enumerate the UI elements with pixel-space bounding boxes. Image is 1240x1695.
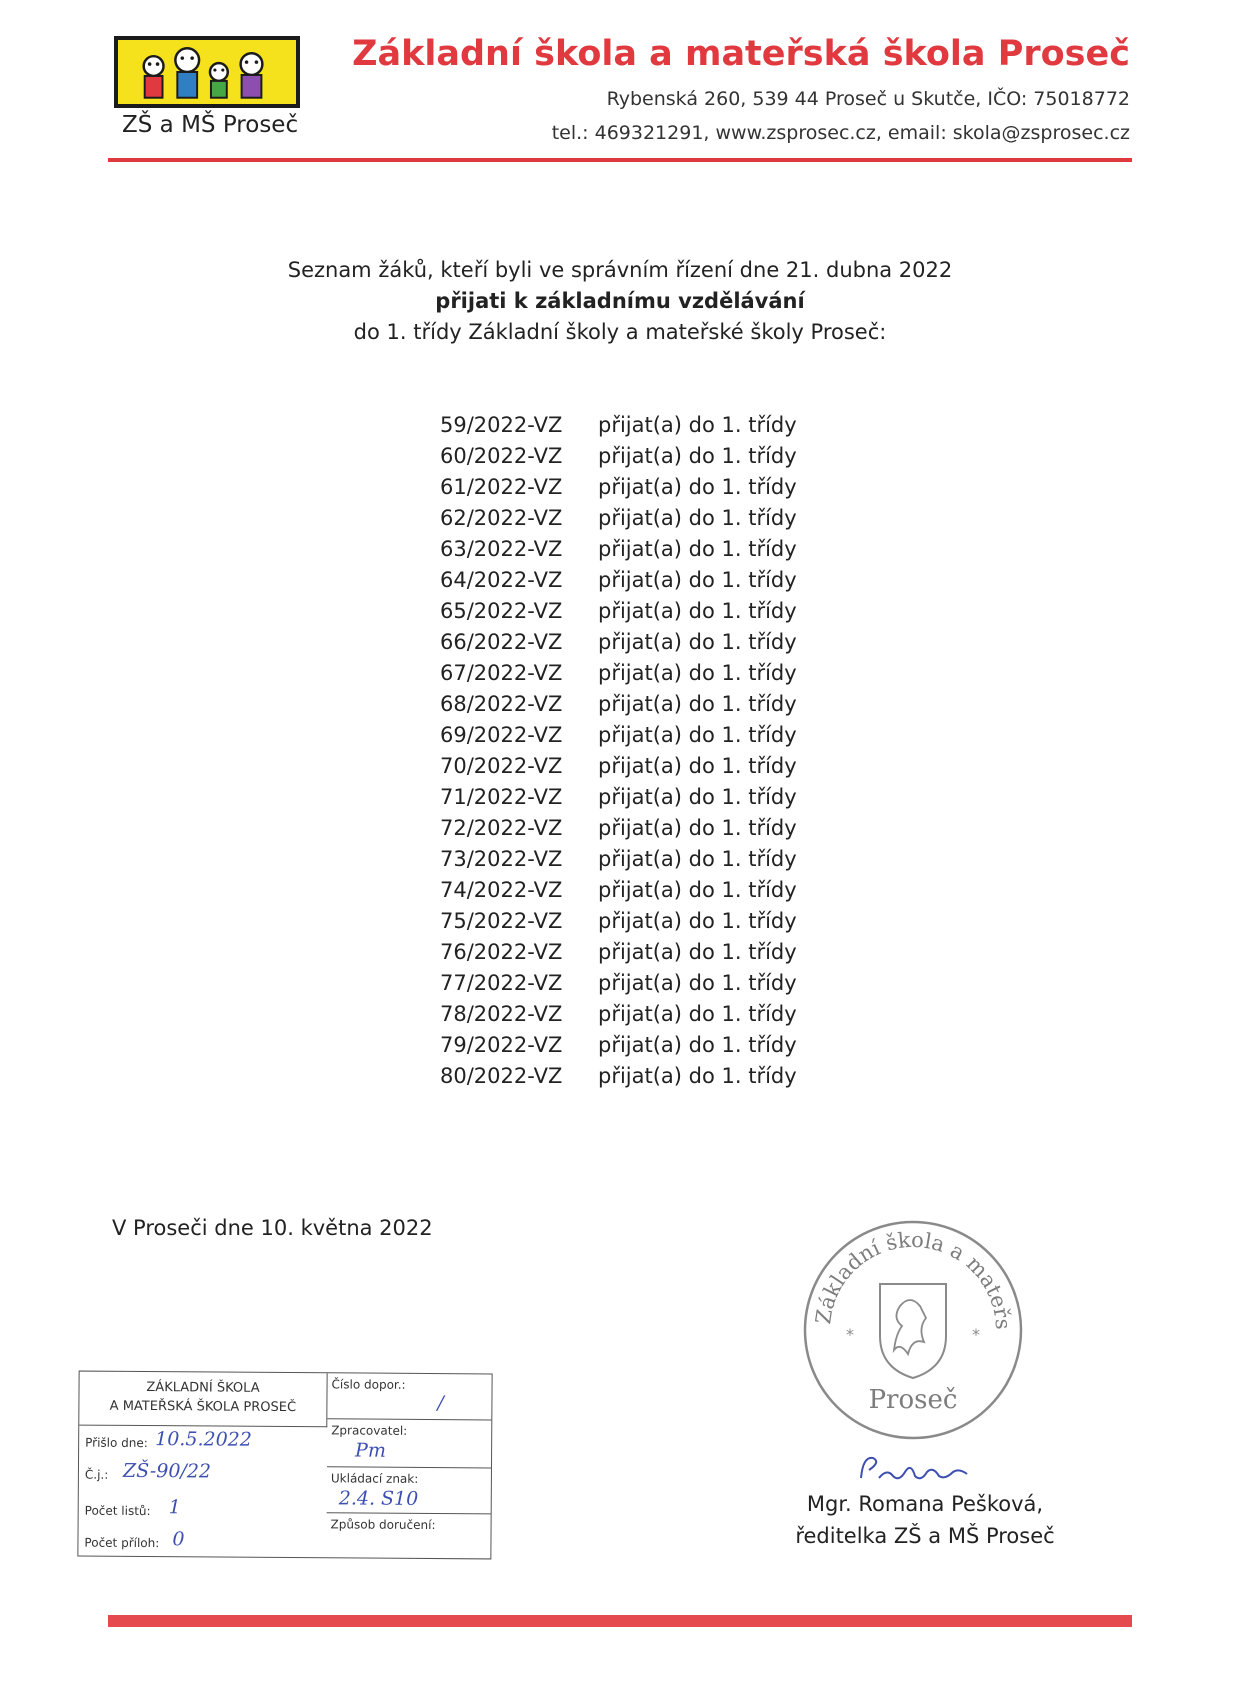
student-row	[440, 875, 860, 906]
student-status: přijat(a) do 1. třídy	[598, 754, 797, 778]
student-status: přijat(a) do 1. třídy	[598, 1002, 797, 1026]
student-code: 63/2022-VZ	[440, 537, 563, 561]
student-code: 64/2022-VZ	[440, 568, 563, 592]
sheets-label: Počet listů:	[84, 1503, 151, 1519]
registry-header-line-1: ZÁKLADNÍ ŠKOLA	[146, 1380, 260, 1396]
delivery-cell	[326, 1513, 490, 1558]
student-code: 68/2022-VZ	[440, 692, 563, 716]
student-status: přijat(a) do 1. třídy	[598, 816, 797, 840]
student-code: 60/2022-VZ	[440, 444, 563, 468]
student-row	[440, 782, 860, 813]
student-code: 72/2022-VZ	[440, 816, 563, 840]
registry-header-line-2: A MATEŘSKÁ ŠKOLA PROSEČ	[109, 1398, 297, 1416]
filing-cell	[327, 1467, 491, 1514]
student-code: 59/2022-VZ	[440, 413, 563, 437]
student-row	[440, 534, 860, 565]
student-row	[440, 968, 860, 999]
student-list	[440, 410, 860, 1092]
student-code: 66/2022-VZ	[440, 630, 563, 654]
ref-label: Č.j.:	[84, 1467, 109, 1482]
student-status: přijat(a) do 1. třídy	[598, 1064, 797, 1088]
student-row	[440, 503, 860, 534]
student-row	[440, 596, 860, 627]
registry-header	[79, 1372, 327, 1428]
signer-role: ředitelka ZŠ a MŠ Proseč	[795, 1524, 1055, 1548]
doc-no-value: /	[437, 1392, 444, 1415]
svg-text:Proseč: Proseč	[868, 1385, 958, 1415]
student-status: přijat(a) do 1. třídy	[598, 599, 797, 623]
student-row	[440, 565, 860, 596]
filing-label: Ukládací znak:	[330, 1471, 419, 1486]
student-code: 65/2022-VZ	[440, 599, 563, 623]
student-status: přijat(a) do 1. třídy	[598, 909, 797, 933]
svg-text:*: *	[846, 1325, 854, 1344]
received-value: 10.5.2022	[155, 1428, 252, 1451]
student-status: přijat(a) do 1. třídy	[598, 475, 797, 499]
student-code: 61/2022-VZ	[440, 475, 563, 499]
school-logo	[114, 36, 300, 108]
student-code: 73/2022-VZ	[440, 847, 563, 871]
student-row	[440, 689, 860, 720]
attachments-label: Počet příloh:	[84, 1535, 160, 1551]
student-row	[440, 1061, 860, 1092]
student-row	[440, 720, 860, 751]
student-status: přijat(a) do 1. třídy	[598, 506, 797, 530]
student-code: 70/2022-VZ	[440, 754, 563, 778]
student-code: 76/2022-VZ	[440, 940, 563, 964]
student-status: přijat(a) do 1. třídy	[598, 971, 797, 995]
processor-value: Pm	[355, 1439, 386, 1462]
student-code: 74/2022-VZ	[440, 878, 563, 902]
attachments-value: 0	[172, 1528, 185, 1551]
student-code: 80/2022-VZ	[440, 1064, 563, 1088]
student-code: 69/2022-VZ	[440, 723, 563, 747]
school-name: Základní škola a mateřská škola Proseč	[352, 34, 1130, 74]
logo-label: ZŠ a MŠ Proseč	[122, 112, 299, 138]
student-status: přijat(a) do 1. třídy	[598, 413, 797, 437]
registry-right-column	[326, 1373, 491, 1558]
svg-text:Základní škola a mateřská škol: Základní škola a mateřs	[811, 1227, 1016, 1331]
student-row	[440, 1030, 860, 1061]
student-row	[440, 472, 860, 503]
student-row	[440, 441, 860, 472]
student-row	[440, 813, 860, 844]
processor-label: Zpracovatel:	[331, 1423, 408, 1438]
svg-text:*: *	[972, 1325, 980, 1344]
student-row	[440, 906, 860, 937]
place-date: V Proseči dne 10. května 2022	[112, 1216, 433, 1240]
student-row	[440, 937, 860, 968]
student-row	[440, 410, 860, 441]
doc-no-label: Číslo dopor.:	[331, 1377, 406, 1392]
student-status: přijat(a) do 1. třídy	[598, 630, 797, 654]
student-status: přijat(a) do 1. třídy	[598, 692, 797, 716]
student-status: přijat(a) do 1. třídy	[598, 568, 797, 592]
official-stamp	[800, 1218, 1026, 1442]
doc-no-cell	[327, 1373, 491, 1420]
student-status: přijat(a) do 1. třídy	[598, 723, 797, 747]
intro-line-3: do 1. třídy Základní školy a mateřské školy Proseč:	[353, 320, 887, 344]
intro-line-1: Seznam žáků, kteří byli ve správním řízení dne 21. dubna 2022	[287, 258, 953, 282]
student-code: 78/2022-VZ	[440, 1002, 563, 1026]
student-code: 67/2022-VZ	[440, 661, 563, 685]
student-status: přijat(a) do 1. třídy	[598, 537, 797, 561]
student-code: 71/2022-VZ	[440, 785, 563, 809]
student-row	[440, 999, 860, 1030]
filing-value: 2.4. S10	[338, 1487, 419, 1510]
student-row	[440, 751, 860, 782]
director-signature	[855, 1448, 975, 1488]
school-address: Rybenská 260, 539 44 Proseč u Skutče, IČO: 75018772	[606, 88, 1130, 110]
intro-line-2: přijati k základnímu vzdělávání	[435, 289, 805, 313]
student-status: přijat(a) do 1. třídy	[598, 940, 797, 964]
student-status: přijat(a) do 1. třídy	[598, 1033, 797, 1057]
registry-stamp	[77, 1371, 492, 1560]
student-status: přijat(a) do 1. třídy	[598, 661, 797, 685]
children-logo-icon	[118, 40, 296, 104]
student-status: přijat(a) do 1. třídy	[598, 847, 797, 871]
student-code: 75/2022-VZ	[440, 909, 563, 933]
student-code: 77/2022-VZ	[440, 971, 563, 995]
signer-name: Mgr. Romana Pešková,	[806, 1492, 1044, 1516]
student-row	[440, 627, 860, 658]
ref-value: ZŠ-90/22	[122, 1459, 212, 1483]
student-status: přijat(a) do 1. třídy	[598, 878, 797, 902]
header-divider	[108, 158, 1132, 162]
student-status: přijat(a) do 1. třídy	[598, 444, 797, 468]
student-status: přijat(a) do 1. třídy	[598, 785, 797, 809]
student-code: 79/2022-VZ	[440, 1033, 563, 1057]
student-code: 62/2022-VZ	[440, 506, 563, 530]
school-contact: tel.: 469321291, www.zsprosec.cz, email: skola@zsprosec.cz	[551, 122, 1130, 144]
student-row	[440, 844, 860, 875]
sheets-value: 1	[168, 1496, 181, 1519]
delivery-label: Způsob doručení:	[330, 1517, 436, 1533]
student-row	[440, 658, 860, 689]
received-label: Přišlo dne:	[85, 1435, 148, 1451]
footer-divider	[108, 1615, 1132, 1627]
processor-cell	[327, 1419, 491, 1468]
